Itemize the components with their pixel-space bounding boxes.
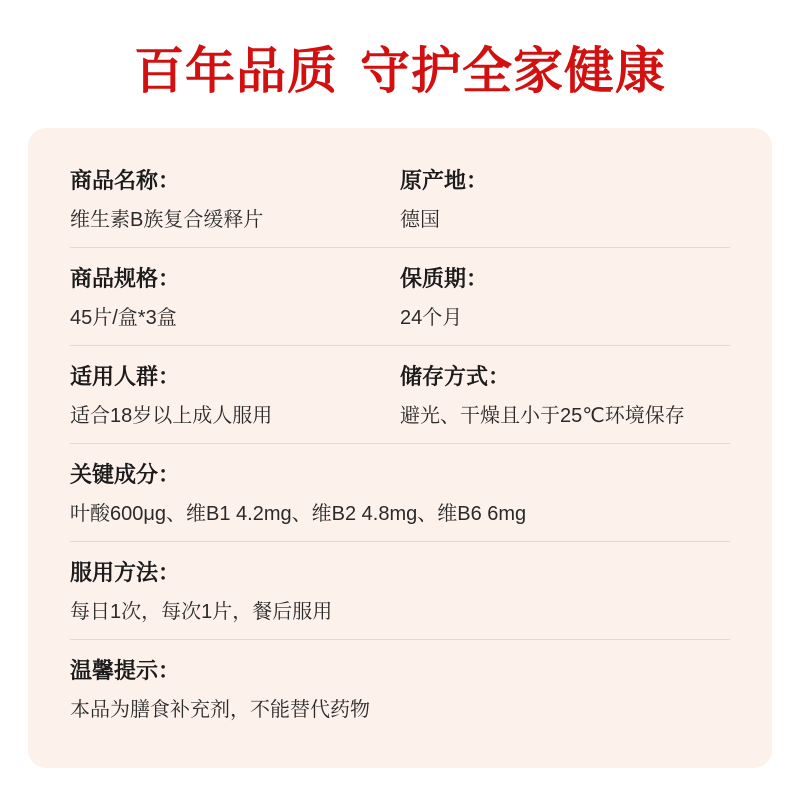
spec-row [70, 444, 730, 542]
page-headline [0, 44, 800, 99]
spec-cell-target-group [70, 346, 400, 443]
spec-value: 德国 [400, 209, 440, 231]
spec-cell-origin [400, 154, 730, 247]
spec-row [70, 154, 730, 248]
spec-label: 温馨提示： [70, 658, 181, 683]
spec-cell-specification [70, 248, 400, 345]
spec-row [70, 542, 730, 640]
spec-cell-product-name [70, 154, 400, 247]
spec-label: 服用方法： [70, 560, 181, 585]
headline-part-2: 守护全家健康 [360, 43, 666, 99]
spec-cell-shelf-life [400, 248, 730, 345]
headline-part-1: 百年品质 [134, 43, 338, 99]
spec-label: 商品规格： [70, 266, 181, 291]
spec-row [70, 248, 730, 346]
spec-cell-notice [70, 640, 730, 737]
spec-value: 24个月 [400, 307, 463, 329]
spec-value: 叶酸600μg、维B1 4.2mg、维B2 4.8mg、维B6 6mg [70, 503, 527, 525]
spec-value: 45片/盒*3盒 [70, 307, 177, 329]
spec-cell-usage [70, 542, 730, 639]
spec-row [70, 346, 730, 444]
spec-value: 避光、干燥且小于25℃环境保存 [400, 405, 685, 427]
spec-value: 每日1次，每次1片，餐后服用 [70, 601, 333, 623]
spec-label: 原产地： [400, 168, 489, 193]
spec-value: 维生素B族复合缓释片 [70, 209, 264, 231]
spec-label: 保质期： [400, 266, 489, 291]
spec-cell-storage [400, 346, 730, 443]
spec-row [70, 640, 730, 737]
spec-label: 储存方式： [400, 364, 511, 389]
spec-label: 适用人群： [70, 364, 181, 389]
spec-cell-key-ingredients [70, 444, 730, 541]
spec-value: 本品为膳食补充剂，不能替代药物 [70, 699, 370, 721]
spec-label: 商品名称： [70, 168, 181, 193]
spec-value: 适合18岁以上成人服用 [70, 405, 273, 427]
spec-label: 关键成分： [70, 462, 181, 487]
spec-card [28, 128, 772, 768]
